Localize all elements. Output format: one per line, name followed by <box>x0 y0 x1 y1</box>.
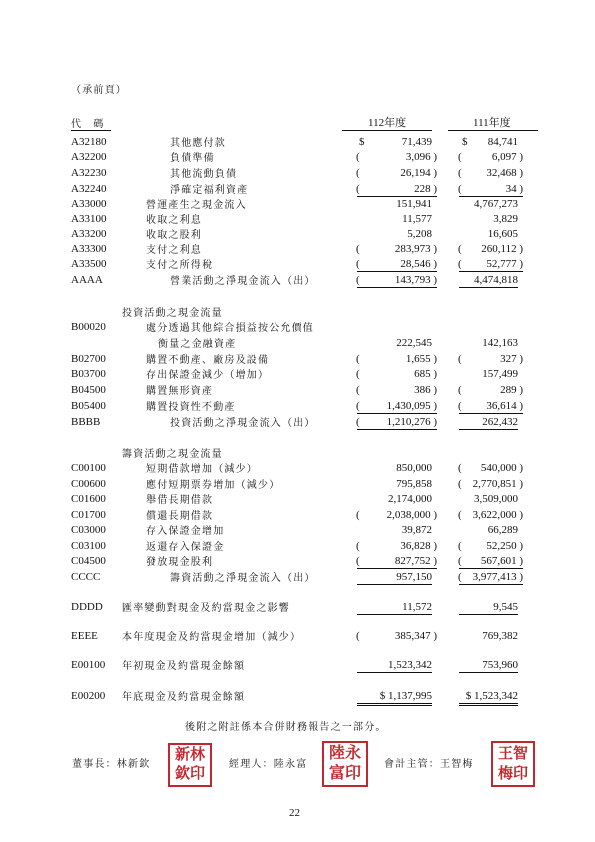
row-label: 衡量之金融資產 <box>158 339 237 350</box>
row-code: C01700 <box>71 509 106 521</box>
open-paren: ( <box>356 167 360 179</box>
value-111: 66,289 <box>487 524 518 536</box>
row-label: 應付短期票券增加（減少） <box>146 480 281 491</box>
row-label: 購置不動產、廠房及設備 <box>146 355 270 366</box>
value-111: 3,977,413 ) <box>459 571 523 585</box>
open-paren: ( <box>356 368 360 380</box>
value-111: 6,097 ) <box>491 151 523 163</box>
row-label: 投資活動之現金流量 <box>122 308 223 319</box>
value-111: 567,601 ) <box>459 555 523 569</box>
manager-seal: 陸永 富印 <box>322 741 368 787</box>
row-code: C00100 <box>71 462 106 474</box>
value-111: 16,605 <box>487 228 518 240</box>
open-paren: ( <box>458 540 462 552</box>
value-112: $ 1,137,995 <box>357 690 432 706</box>
row-code: B03700 <box>71 368 106 380</box>
value-111: 769,382 <box>482 630 518 642</box>
row-code: A33100 <box>71 213 107 225</box>
value-111: 84,741 <box>487 136 518 148</box>
value-111: 260,112 ) <box>481 243 523 255</box>
open-paren: ( <box>458 400 462 412</box>
value-111: 289 ) <box>500 384 523 396</box>
row-code: AAAA <box>71 274 103 286</box>
value-111: 3,509,000 <box>474 493 518 505</box>
open-paren: ( <box>356 630 360 642</box>
value-112: 11,577 <box>402 213 432 225</box>
open-paren: ( <box>356 258 360 270</box>
row-code: DDDD <box>71 601 103 613</box>
row-code: A32200 <box>71 151 107 163</box>
value-111: 9,545 <box>459 601 518 615</box>
row-code: C00600 <box>71 478 106 490</box>
row-code: A33300 <box>71 243 107 255</box>
continued-note: （承前頁） <box>71 85 127 96</box>
footnote: 後附之附註係本合併財務報告之一部分。 <box>185 722 387 733</box>
row-code: A33500 <box>71 258 107 270</box>
year-111-header: 111年度 <box>473 117 511 129</box>
row-label: 處分透過其他綜合損益按公允價值 <box>146 323 314 334</box>
open-paren: ( <box>356 151 360 163</box>
row-label: 本年度現金及約當現金增加（減少） <box>122 632 302 643</box>
row-code: B02700 <box>71 353 106 365</box>
value-112: 386 ) <box>414 384 437 396</box>
row-label: 發放現金股利 <box>146 557 214 568</box>
row-code: C04500 <box>71 555 106 567</box>
year-112-header: 112年度 <box>368 117 407 129</box>
value-112: 827,752 ) <box>357 555 437 569</box>
value-111: 3,829 <box>493 213 518 225</box>
row-label: 短期借款增加（減少） <box>146 464 258 475</box>
open-paren: ( <box>458 462 462 474</box>
value-112: 3,096 ) <box>405 151 437 163</box>
row-code: A32230 <box>71 167 107 179</box>
row-code: C03000 <box>71 524 106 536</box>
row-code: E00200 <box>71 690 106 702</box>
open-paren: ( <box>356 555 360 567</box>
value-112: 151,941 <box>396 198 432 210</box>
row-label: 支付之所得稅 <box>146 260 214 271</box>
accountant-seal: 王智 梅印 <box>491 741 535 787</box>
row-label: 支付之利息 <box>146 245 202 256</box>
open-paren: ( <box>356 416 360 428</box>
row-code: C01600 <box>71 493 106 505</box>
row-code: BBBB <box>71 416 101 428</box>
value-111: 3,622,000 ) <box>472 509 523 521</box>
year-112-rule <box>342 130 432 131</box>
value-111: 2,770,851 ) <box>472 478 523 490</box>
value-112: 222,545 <box>396 337 432 349</box>
open-paren: ( <box>458 353 462 365</box>
value-111: 4,474,818 <box>459 274 518 288</box>
value-111: 327 ) <box>500 353 523 365</box>
row-code: A32180 <box>71 136 107 148</box>
value-112: 850,000 <box>396 462 432 474</box>
row-code: B00020 <box>71 321 106 333</box>
open-paren: ( <box>458 167 462 179</box>
row-label: 償還長期借款 <box>146 511 214 522</box>
value-111: 34 ) <box>459 183 523 197</box>
value-112: 39,872 <box>401 524 432 536</box>
row-label: 籌資活動之現金流量 <box>122 449 223 460</box>
value-111: $ 1,523,342 <box>459 690 518 706</box>
manager-signature-label: 經理人：陸永富 <box>229 759 308 770</box>
row-label: 舉借長期借款 <box>146 495 214 506</box>
open-paren: ( <box>458 509 462 521</box>
open-paren: ( <box>356 274 360 286</box>
row-label: 淨確定福利資產 <box>170 185 249 196</box>
value-112: 385,347 ) <box>394 630 437 642</box>
open-paren: ( <box>458 571 462 583</box>
accountant-signature-label: 會計主管：王智梅 <box>384 759 474 770</box>
value-111: 753,960 <box>459 659 518 673</box>
value-112: 283,973 ) <box>394 243 437 255</box>
row-label: 營業活動之淨現金流入（出） <box>170 276 316 287</box>
value-112: 1,210,276 ) <box>357 416 437 430</box>
value-111: 36,614 ) <box>459 400 523 414</box>
open-paren: ( <box>458 478 462 490</box>
row-label: 年底現金及約當現金餘額 <box>122 692 246 703</box>
value-111: 142,163 <box>482 337 518 349</box>
open-paren: ( <box>458 183 462 195</box>
row-code: C03100 <box>71 540 106 552</box>
value-112: 5,208 <box>407 228 432 240</box>
value-112: 71,439 <box>401 136 432 148</box>
open-paren: ( <box>356 540 360 552</box>
value-111: 32,468 ) <box>486 167 523 179</box>
row-label: 年初現金及約當現金餘額 <box>122 661 246 672</box>
value-112: 11,572 <box>357 601 432 615</box>
row-label: 返還存入保證金 <box>146 542 225 553</box>
value-112: 1,655 ) <box>405 353 437 365</box>
value-112: 228 ) <box>357 183 437 197</box>
value-112: 1,430,095 ) <box>357 400 437 414</box>
page-number: 22 <box>289 807 300 819</box>
value-112: 36,828 ) <box>400 540 437 552</box>
open-paren: ( <box>356 400 360 412</box>
dollar-sign: $ <box>462 136 468 148</box>
row-label: 負債準備 <box>170 153 215 164</box>
row-label: 購置無形資產 <box>146 386 214 397</box>
open-paren: ( <box>458 555 462 567</box>
open-paren: ( <box>458 243 462 255</box>
row-label: 籌資活動之淨現金流入（出） <box>170 573 316 584</box>
dollar-sign: $ <box>359 136 365 148</box>
open-paren: ( <box>356 243 360 255</box>
value-111: 262,432 <box>459 416 518 430</box>
row-label: 營運產生之現金流入 <box>146 200 247 211</box>
value-111: 157,499 <box>482 368 518 380</box>
value-112: 26,194 ) <box>400 167 437 179</box>
row-label: 匯率變動對現金及約當現金之影響 <box>122 603 290 614</box>
year-111-rule <box>448 130 538 131</box>
value-111: 4,767,273 <box>474 198 518 210</box>
row-label: 購置投資性不動產 <box>146 402 236 413</box>
open-paren: ( <box>458 151 462 163</box>
value-112: 143,793 ) <box>357 274 437 288</box>
open-paren: ( <box>458 384 462 396</box>
row-label: 收取之股利 <box>146 230 202 241</box>
value-112: 2,038,000 ) <box>386 509 437 521</box>
value-111: 540,000 ) <box>480 462 523 474</box>
row-code: E00100 <box>71 659 106 671</box>
open-paren: ( <box>356 353 360 365</box>
row-code: B05400 <box>71 400 106 412</box>
row-code: B04500 <box>71 384 106 396</box>
row-label: 投資活動之淨現金流入（出） <box>170 418 316 429</box>
value-112: 1,523,342 <box>357 659 432 673</box>
code-header: 代 碼 <box>71 119 105 130</box>
row-label: 存入保證金增加 <box>146 526 225 537</box>
open-paren: ( <box>356 183 360 195</box>
code-header-rule <box>71 130 111 131</box>
row-code: EEEE <box>71 630 98 642</box>
chairman-signature-label: 董事長：林新欽 <box>72 759 151 770</box>
row-code: A32240 <box>71 183 107 195</box>
value-111: 52,777 ) <box>459 258 523 272</box>
open-paren: ( <box>356 509 360 521</box>
row-label: 收取之利息 <box>146 215 202 226</box>
value-112: 685 ) <box>414 368 437 380</box>
value-112: 2,174,000 <box>388 493 432 505</box>
row-code: CCCC <box>71 571 101 583</box>
chairman-seal: 新林 欽印 <box>168 743 212 787</box>
value-112: 28,546 ) <box>357 258 437 272</box>
row-code: A33000 <box>71 198 107 210</box>
value-112: 957,150 <box>357 571 432 585</box>
value-111: 52,250 ) <box>486 540 523 552</box>
open-paren: ( <box>356 384 360 396</box>
open-paren: ( <box>458 258 462 270</box>
row-label: 其他流動負債 <box>170 169 238 180</box>
row-label: 其他應付款 <box>170 138 226 149</box>
row-code: A33200 <box>71 228 107 240</box>
value-112: 795,858 <box>396 478 432 490</box>
row-label: 存出保證金減少（增加） <box>146 370 270 381</box>
